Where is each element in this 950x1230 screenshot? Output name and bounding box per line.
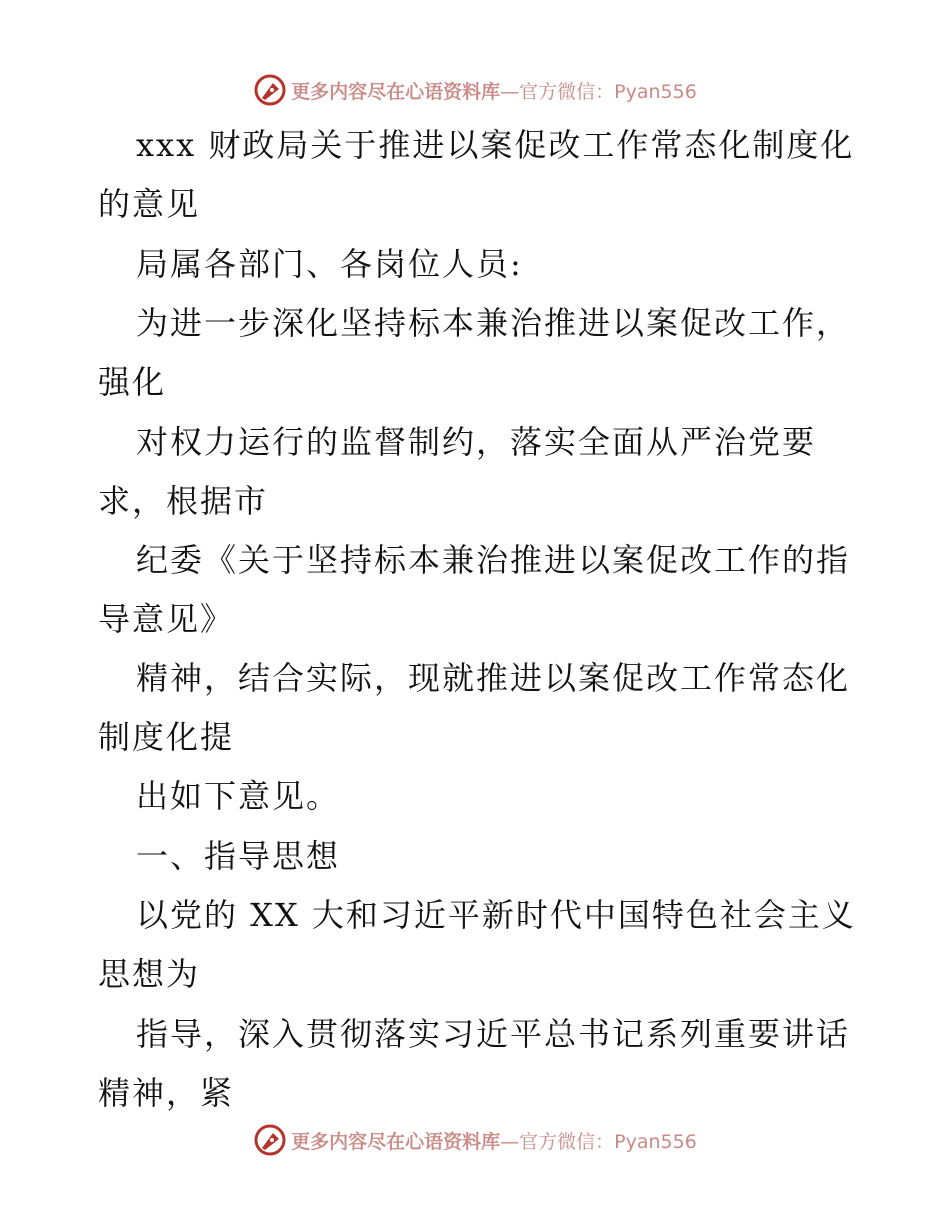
paragraph-line: 为进一步深化坚持标本兼治推进以案促改工作，	[136, 304, 851, 342]
paragraph-line: 纪委《关于坚持标本兼治推进以案促改工作的指	[136, 541, 851, 579]
paragraph-line: 强化	[98, 363, 167, 401]
salutation: 局属各部门、各岗位人员:	[136, 245, 523, 283]
header-banner	[0, 70, 950, 110]
paragraph-line: 导意见》	[98, 600, 235, 638]
paragraph-line: 指导，深入贯彻落实习近平总书记系列重要讲话	[136, 1015, 851, 1053]
title-line-2: 的意见	[98, 185, 201, 223]
paragraph-line: 思想为	[98, 955, 201, 993]
header-banner-text: 更多内容尽在心语资料库—官方微信：Pyan556	[291, 80, 697, 103]
paragraph-line: 出如下意见。	[136, 777, 341, 815]
pen-nib-logo-icon	[253, 73, 287, 107]
paragraph-line: 求，根据市	[98, 482, 269, 520]
pen-nib-logo-icon	[253, 1123, 287, 1157]
footer-banner-text: 更多内容尽在心语资料库—官方微信：Pyan556	[291, 1130, 697, 1153]
paragraph-line: 对权力运行的监督制约，落实全面从严治党要	[136, 423, 817, 461]
paragraph-line: 精神，结合实际，现就推进以案促改工作常态化	[136, 659, 851, 697]
section-heading: 一、指导思想	[136, 837, 341, 875]
footer-banner	[0, 1120, 950, 1160]
paragraph-line: 精神，紧	[98, 1074, 235, 1112]
paragraph-line: 制度化提	[98, 718, 235, 756]
title-line-1: xxx 财政局关于推进以案促改工作常态化制度化	[136, 126, 855, 164]
paragraph-line: 以党的 XX 大和习近平新时代中国特色社会主义	[136, 896, 856, 934]
